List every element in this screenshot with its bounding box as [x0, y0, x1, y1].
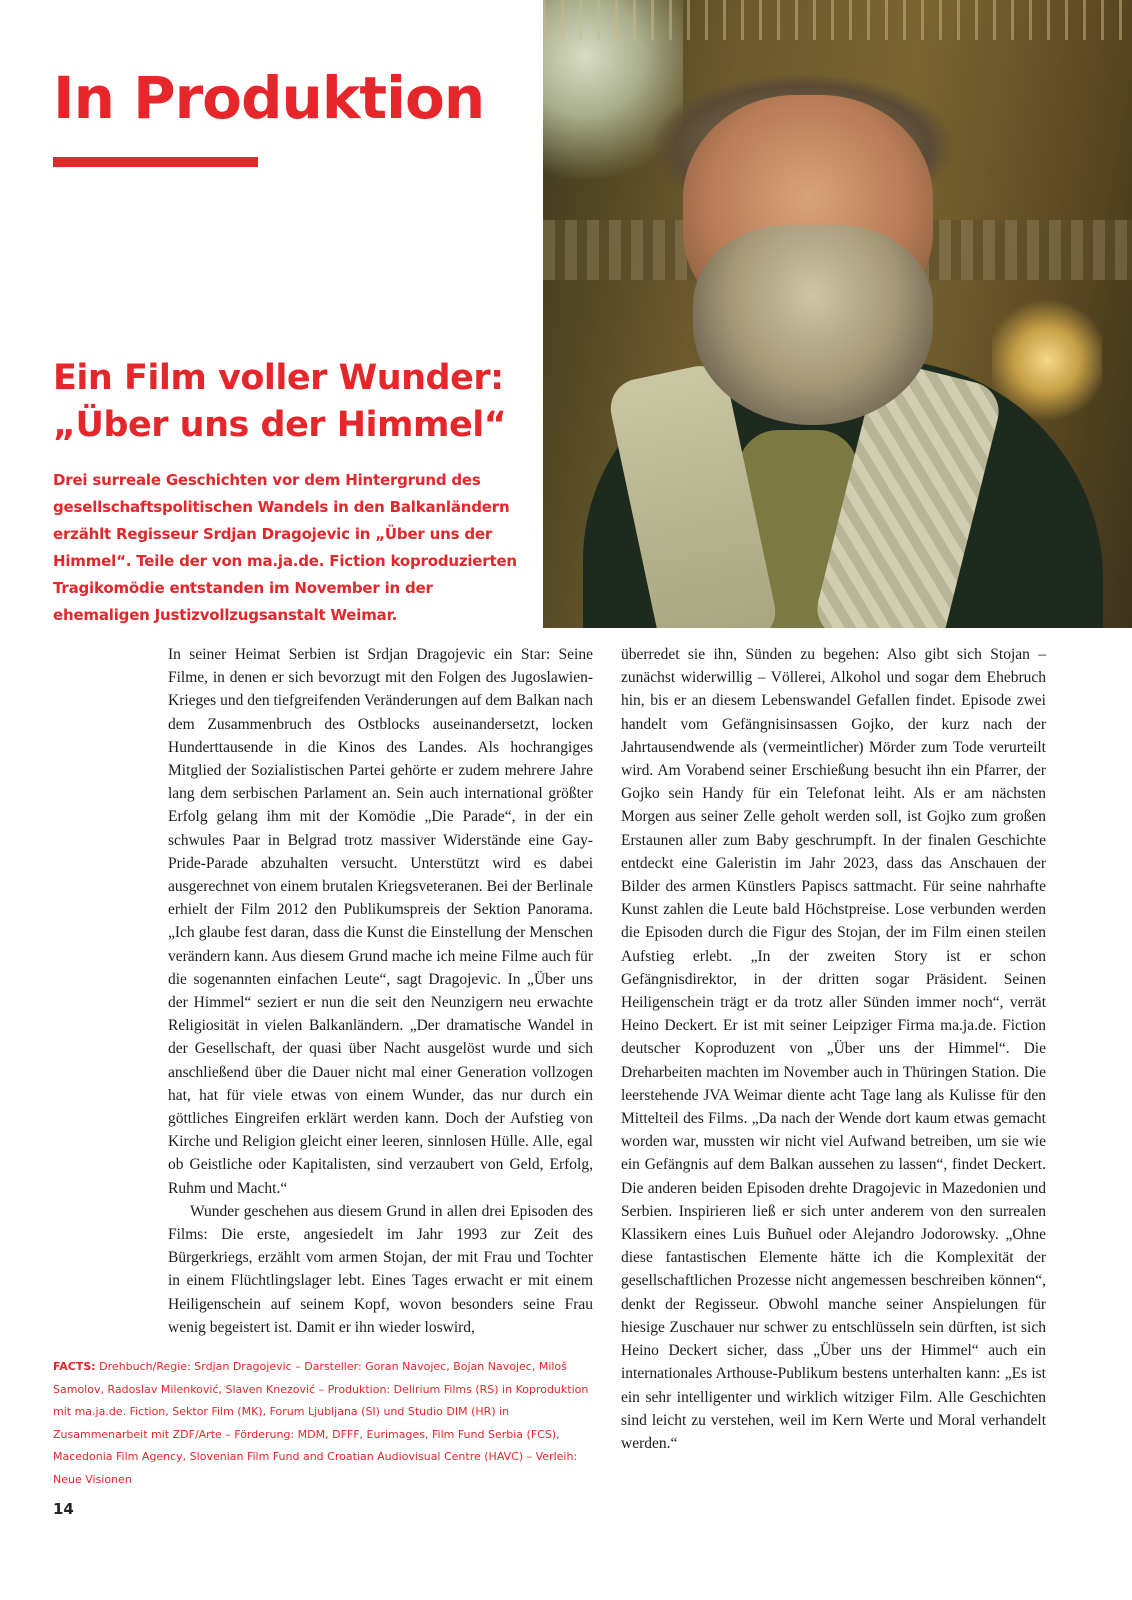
page-number: 14 [53, 1500, 74, 1518]
film-still-photo [543, 0, 1132, 628]
article-lead: Drei surreale Geschichten vor dem Hintergrund des gesellschaftspolitischen Wandels in den Balkanländern erzählt Regisseur Srdjan Dragojevic in „Über uns der Himmel“. Teile der von ma.ja.de. Fiction koproduzierten Tragikomödie entstanden im November in der ehemaligen Justizvollzugsanstalt Weimar. [53, 471, 517, 624]
body-column-right [621, 643, 1046, 1455]
body-paragraph: überredet sie ihn, Sünden zu begehen: Also gibt sich Stojan – zunächst widerwillig – Völlerei, Alkohol und sogar dem Ehebruch hin, bis er an diesem Lebenswandel Gefallen findet. Episode zwei handelt vom Gefängnisinsassen Gojko, der kurz nach der Jahrtausendwende als (vermeintlicher) Mörder zum Tode verurteilt wird. Am Vorabend seiner Erschießung besucht ihn ein Pfarrer, der Gojko sein Handy für ein Telefonat leiht. Als er am nächsten Morgen aus seiner Zelle geholt werden soll, ist Gojko zum großen Erstaunen aller zum Baby geschrumpft. In der finalen Geschichte entdeckt eine Galeristin im Jahr 2023, dass das Anschauen der Bilder des armen Künstlers Papiscs sattmacht. Für seine nahrhafte Kunst zahlen die Leute bald Höchstpreise. Lose verbunden werden die Episoden durch die Figur des Stojan, der im Film einen steilen Aufstieg erlebt. „In der zweiten Story ist er schon Gefängnisdirektor, in der dritten sogar Präsident. Seinen Heiligenschein trägt er da trotz aller Sünden immer noch“, verrät Heino Deckert. Er ist mit seiner Leipziger Firma ma.ja.de. Fiction deutscher Koproduzent von „Über uns der Himmel“. Die Dreharbeiten machten im November auch in Thüringen Station. Die leerstehende JVA Weimar diente acht Tage lang als Kulisse für den Mittelteil des Films. „Da nach der Wende dort kaum etwas gemacht worden war, mussten wir nicht viel Aufwand betreiben, um sie wie ein Gefängnis auf dem Balkan aussehen zu lassen“, findet Deckert. Die anderen beiden Episoden drehte Dragojevic in Mazedonien und Serbien. Inspirieren ließ er sich unter anderem von den surrealen Klassikern eines Luis Buñuel oder Alejandro Jodorowsky. „Ohne diese fantastischen Elemente hätte ich die Komplexität der gesellschaftlichen Prozesse nicht angemessen beschreiben können“, denkt der Regisseur. Obwohl manche seiner Anspielungen für hiesige Zuschauer nur schwer zu entschlüsseln sein dürften, ist sich Heino Deckert sicher, dass „Über uns der Himmel“ auch ein internationales Arthouse-Publikum bestens unterhalten kann: „Es ist ein sehr intelligenter und wirklich witziger Film. Alle Geschichten sind leicht zu verstehen, weil im Kern Werte und Moral verhandelt werden.“ [621, 646, 1046, 1452]
section-title: In Produktion [53, 64, 485, 132]
article-headline [53, 355, 523, 449]
facts-box [53, 1356, 593, 1491]
body-column-left [168, 643, 593, 1339]
body-paragraph: In seiner Heimat Serbien ist Srdjan Dragojevic ein Star: Seine Filme, in denen er sich bevorzugt mit den Folgen des Jugoslawien-Krieges und den tiefgreifenden Veränderungen auf dem Balkan nach dem Zusammenbruch des Ostblocks auseinandersetzt, locken Hunderttausende in die Kinos des Landes. Als hochrangiges Mitglied der Sozialistischen Partei gehörte er zudem mehrere Jahre lang dem serbischen Parlament an. Sein auch international größter Erfolg gelang ihm mit der Komödie „Die Parade“, in der ein schwules Paar in Belgrad trotz massiver Widerstände eine Gay-Pride-Parade abzuhalten versucht. Unterstützt wird es dabei ausgerechnet von einem brutalen Kriegsveteranen. Bei der Berlinale erhielt der Film 2012 den Publikumspreis der Sektion Panorama. „Ich glaube fest daran, dass die Kunst die Einstellung der Menschen verändern kann. Aus diesem Grund mache ich meine Filme auch für die sogenannten einfachen Leute“, sagt Dragojevic. In „Über uns der Himmel“ seziert er nun die seit den Neunzigern neu erwachte Religiosität in vielen Balkanländern. „Der dramatische Wandel in der Gesellschaft, der quasi über Nacht ausgelöst wurde und sich anschließend über die Dauer nicht mal einer Generation vollzogen hat, hat für viele etwas von einem Wunder, das nur durch ein göttliches Eingreifen erklärt werden kann. Doch der Aufstieg von Kirche und Religion gleicht einer leeren, sinnlosen Hülle. Alle, egal ob Geistliche oder Kapitalisten, sind verzaubert von Geld, Erfolg, Ruhm und Macht.“ [168, 646, 593, 1197]
headline-line-2: „Über uns der Himmel“ [53, 405, 507, 445]
facts-label: FACTS: [53, 1360, 96, 1373]
facts-text: Drehbuch/Regie: Srdjan Dragojevic – Darsteller: Goran Navojec, Bojan Navojec, Miloš Samolov, Radoslav Milenković, Slaven Knezović – Produktion: Delirium Films (RS) in Koproduktion mit ma.ja.de. Fiction, Sektor Film (MK), Forum Ljubljana (SI) und Studio DIM (HR) in Zusammenarbeit mit ZDF/Arte – Förderung: MDM, DFFF, Eurimages, Film Fund Serbia (FCS), Macedonia Film Agency, Slovenian Film Fund and Croatian Audiovisual Centre (HAVC) – Verleih: Neue Visionen [53, 1360, 589, 1486]
headline-line-1: Ein Film voller Wunder: [53, 358, 504, 398]
body-paragraph: Wunder geschehen aus diesem Grund in allen drei Episoden des Films: Die erste, angesiedelt im Jahr 1993 zur Zeit des Bürgerkriegs, erzählt vom armen Stojan, der mit Frau und Tochter in einem Flüchtlingslager lebt. Eines Tages erwacht er mit einem Heiligenschein auf seinem Kopf, wovon besonders seine Frau wenig begeistert ist. Damit er ihn wieder loswird, [168, 1202, 593, 1336]
title-rule [53, 157, 258, 167]
actor-beard [693, 225, 933, 425]
bead-curtain [543, 0, 1132, 40]
